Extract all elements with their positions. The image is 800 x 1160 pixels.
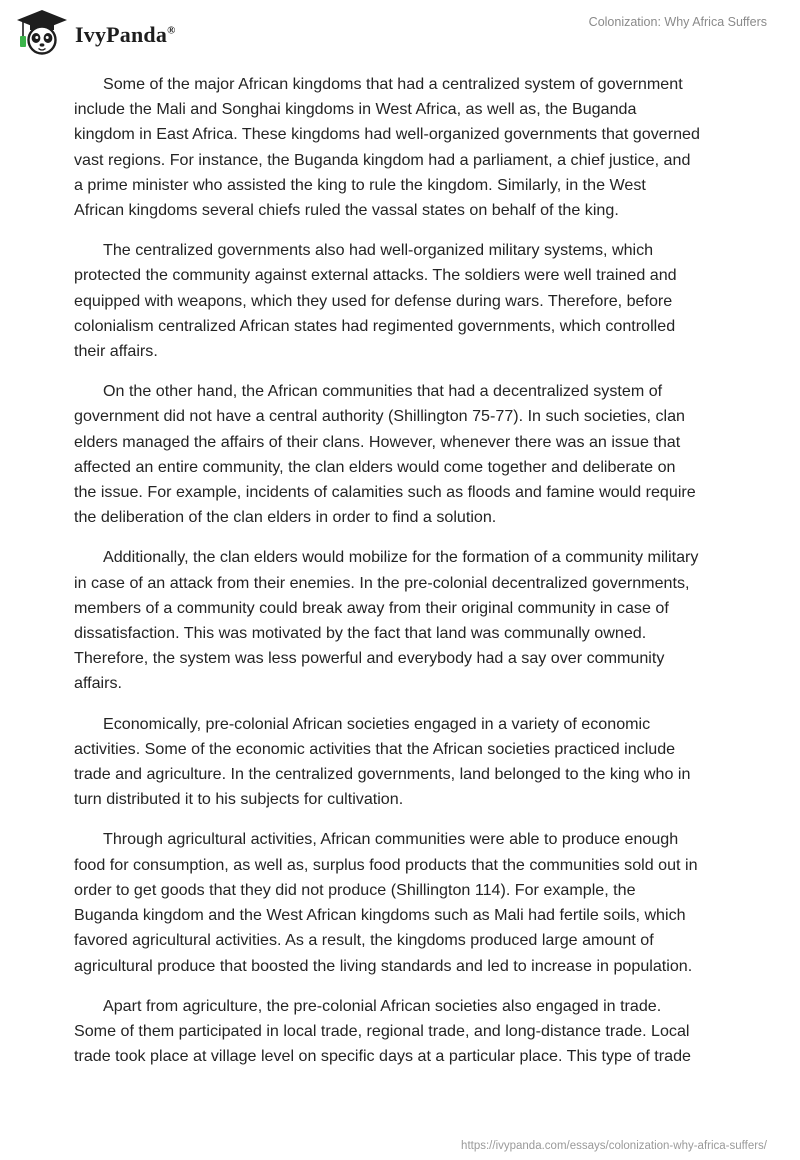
paragraph: Economically, pre-colonial African societies engaged in a variety of economic activities. Some of the economic activities that the African societies practiced include trade and agriculture. In the centralized governments, land belonged to the king who in turn distributed it to his subjects for cultivation. [74, 714, 691, 809]
ivypanda-logo[interactable] [14, 8, 176, 58]
paragraph: Through agricultural activities, African communities were able to produce enough food for consumption, as well as, surplus food products that the communities sold out in order to get goods that they did not produce (Shillington 114). For example, the Buganda kingdom and the West African kingdoms such as Mali had fertile soils, which favored agricultural activities. As a result, the kingdoms produced large amount of agricultural produce that boosted the living standards and led to increase in population. [74, 830, 698, 975]
essay-body [74, 72, 734, 1084]
paragraph: The centralized governments also had well-organized military systems, which protected the community against external attacks. The soldiers were well trained and equipped with weapons, which they used for defense during wars. Therefore, before colonialism centralized African states had regimented governments, which controlled their affairs. [74, 241, 677, 361]
source-url-link[interactable]: https://ivypanda.com/essays/colonization-why-africa-suffers/ [461, 1140, 767, 1152]
paragraph: Additionally, the clan elders would mobilize for the formation of a community military in case of an attack from their enemies. In the pre-colonial decentralized governments, members of a community could break away from their original community in case of dissatisfaction. This was motivated by the fact that land was communally owned. Therefore, the system was less powerful and everybody had a say over community affairs. [74, 548, 699, 693]
brand-name-text: IvyPanda [75, 22, 168, 47]
paragraph: On the other hand, the African communities that had a decentralized system of government did not have a central authority (Shillington 75-77). In such societies, clan elders managed the affairs of their clans. However, whenever there was an issue that affected an entire community, the clan elders would come together and deliberate on the issue. For example, incidents of calamities such as floods and famine would require the deliberation of the clan elders in order to find a solution. [74, 382, 696, 527]
document-title: Colonization: Why Africa Suffers [588, 15, 767, 29]
registered-mark: ® [167, 24, 176, 37]
paragraph: Some of the major African kingdoms that had a centralized system of government include the Mali and Songhai kingdoms in West Africa, as well as, the Buganda kingdom in East Africa. These kingdoms had well-organized governments that governed vast regions. For instance, the Buganda kingdom had a parliament, a chief justice, and a prime minister who assisted the king to rule the kingdom. Similarly, in the West African kingdoms several chiefs ruled the vassal states on behalf of the king. [74, 75, 700, 220]
paragraph: Apart from agriculture, the pre-colonial African societies also engaged in trade. Some of them participated in local trade, regional trade, and long-distance trade. Local trade took place at village level on specific days at a particular place. This type of trade [74, 996, 691, 1066]
brand-name [75, 22, 176, 48]
panda-graduate-icon [14, 8, 70, 58]
